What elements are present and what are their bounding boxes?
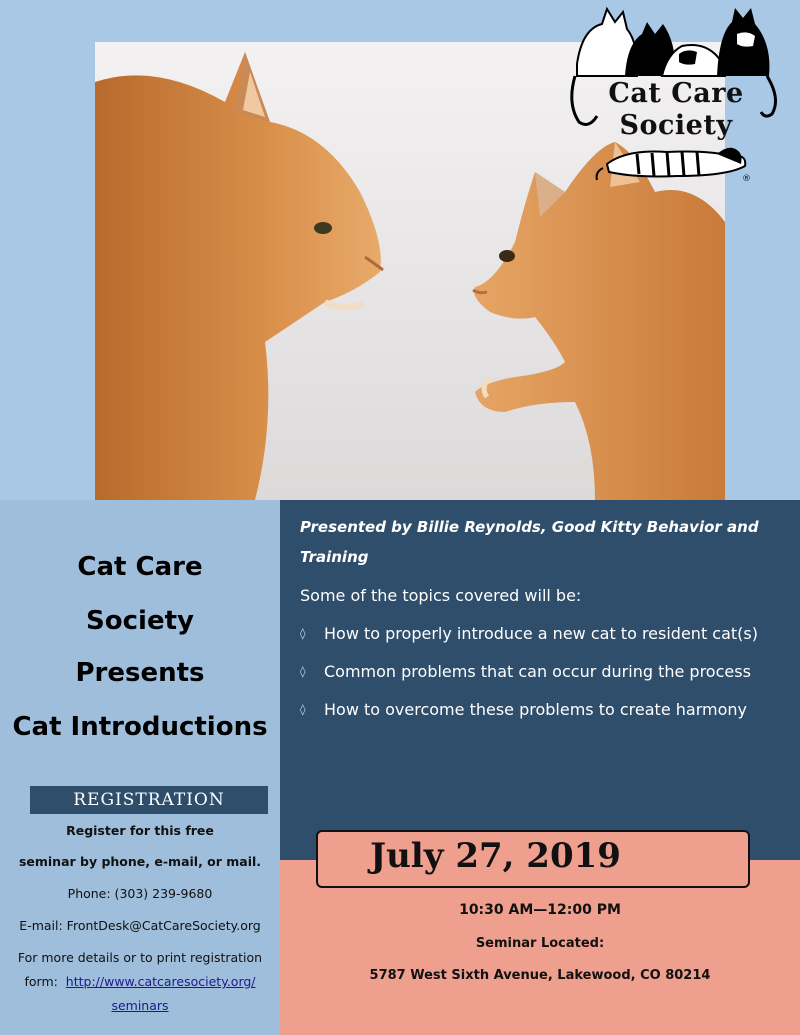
logo-line-2: Society [619, 110, 733, 141]
registration-link-part-1[interactable]: http://www.catcaresociety.org/ [65, 974, 256, 989]
title-line-1: Cat Care [77, 552, 203, 582]
event-date: July 27, 2019 [370, 836, 621, 876]
title-line-4: Cat Introductions [12, 712, 268, 742]
location-label: Seminar Located: [475, 936, 605, 951]
registration-heading: REGISTRATION [30, 786, 268, 814]
topic-text: How to overcome these problems to create harmony [324, 700, 747, 719]
topics-panel [280, 500, 800, 860]
title-line-2: Society [86, 606, 194, 636]
event-time: 10:30 AM—12:00 PM [459, 902, 621, 918]
registered-mark: ® [742, 174, 751, 184]
topic-item [300, 662, 751, 681]
left-panel [0, 500, 280, 1035]
diamond-bullet-icon: ◊ [300, 665, 306, 678]
registration-details-1: For more details or to print registration [17, 950, 263, 965]
registration-details-2 [0, 974, 280, 989]
event-address: 5787 West Sixth Avenue, Lakewood, CO 80214 [369, 968, 711, 983]
cat-care-society-logo [567, 4, 785, 190]
presenter-text: Presented by Billie Reynolds, Good Kitty Behavior and Training [300, 518, 759, 566]
registration-line-2: seminar by phone, e-mail, or mail. [18, 854, 262, 869]
diamond-bullet-icon: ◊ [300, 627, 306, 640]
logo-line-1: Cat Care [608, 78, 744, 109]
date-box [316, 830, 750, 888]
registration-line-1: Register for this free [66, 823, 214, 838]
registration-phone: Phone: (303) 239-9680 [67, 886, 213, 901]
title-line-3: Presents [75, 658, 205, 688]
registration-form-label: form: [24, 974, 58, 989]
topics-intro: Some of the topics covered will be: [300, 586, 582, 605]
topic-text: How to properly introduce a new cat to resident cat(s) [324, 624, 758, 643]
topic-item [300, 624, 758, 643]
topic-text: Common problems that can occur during the process [324, 662, 751, 681]
registration-email: E-mail: FrontDesk@CatCareSociety.org [19, 918, 261, 933]
diamond-bullet-icon: ◊ [300, 703, 306, 716]
topic-item [300, 700, 747, 719]
registration-link-part-2[interactable]: seminars [111, 998, 169, 1013]
registration-details-3 [0, 998, 280, 1013]
